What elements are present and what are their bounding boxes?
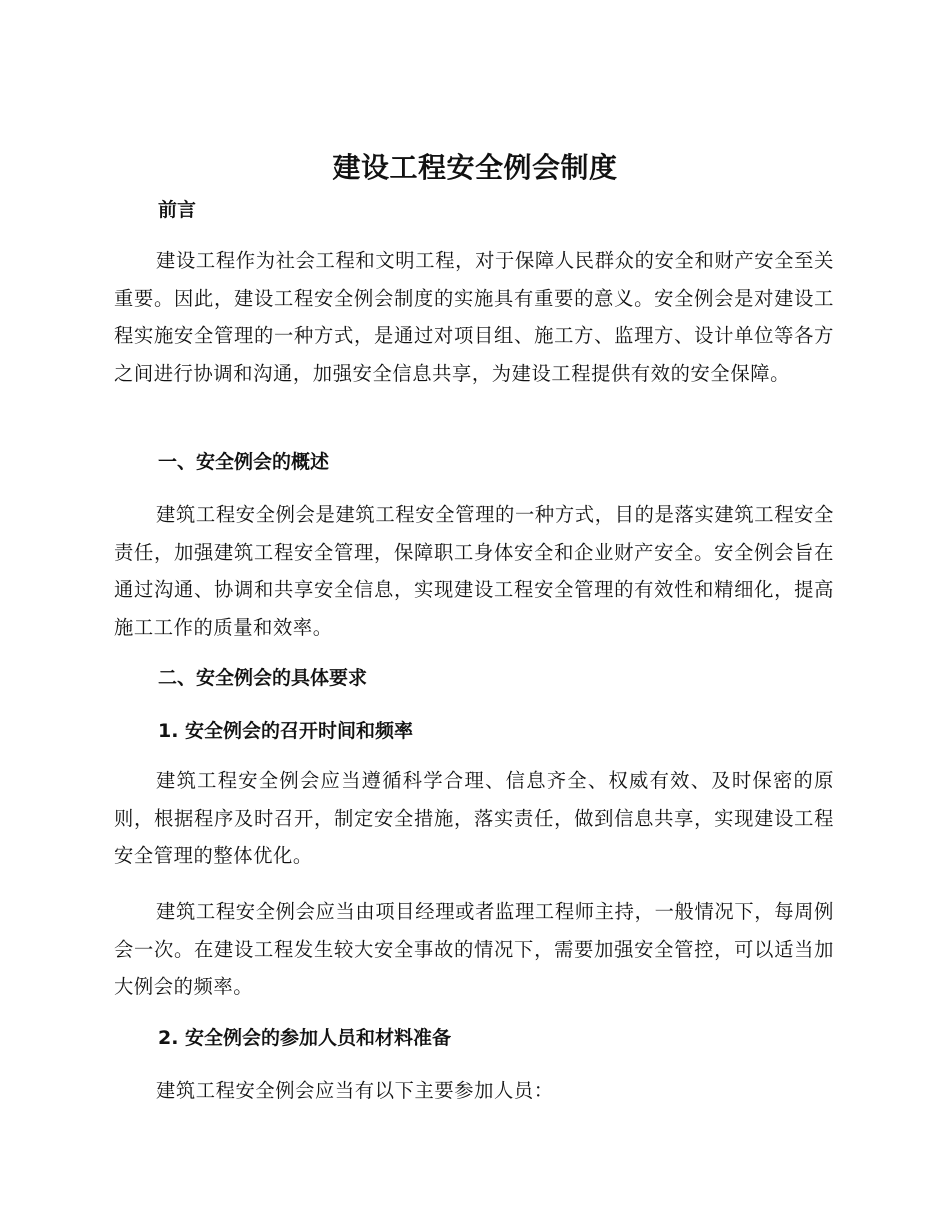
document-title: 建设工程安全例会制度	[332, 151, 618, 184]
preface-heading: 前言	[158, 199, 197, 221]
subsection-2-1-paragraph-1: 建筑工程安全例会应当遵循科学合理、信息齐全、权威有效、及时保密的原则，根据程序及时召开，制定安全措施，落实责任，做到信息共享，实现建设工程安全管理的整体优化。	[114, 769, 834, 867]
subsection-2-1-heading: 1. 安全例会的召开时间和频率	[158, 720, 414, 742]
subsection-2-2-heading: 2. 安全例会的参加人员和材料准备	[158, 1027, 452, 1049]
section-2-heading: 二、安全例会的具体要求	[158, 667, 368, 689]
preface-paragraph: 建设工程作为社会工程和文明工程，对于保障人民群众的安全和财产安全至关重要。因此，建设工程安全例会制度的实施具有重要的意义。安全例会是对建设工程实施安全管理的一种方式，是通过对项目组、施工方、监理方、设计单位等各方之间进行协调和沟通，加强安全信息共享，为建设工程提供有效的安全保障。	[114, 249, 834, 385]
subsection-2-1-paragraph-2: 建筑工程安全例会应当由项目经理或者监理工程师主持，一般情况下，每周例会一次。在建设工程发生较大安全事故的情况下，需要加强安全管控，可以适当加大例会的频率。	[114, 900, 834, 998]
subsection-2-2-paragraph-1: 建筑工程安全例会应当有以下主要参加人员：	[156, 1079, 554, 1102]
section-1-heading: 一、安全例会的概述	[158, 451, 330, 473]
section-1-paragraph: 建筑工程安全例会是建筑工程安全管理的一种方式，目的是落实建筑工程安全责任，加强建筑工程安全管理，保障职工身体安全和企业财产安全。安全例会旨在通过沟通、协调和共享安全信息，实现建设工程安全管理的有效性和精细化，提高施工工作的质量和效率。	[114, 503, 834, 639]
